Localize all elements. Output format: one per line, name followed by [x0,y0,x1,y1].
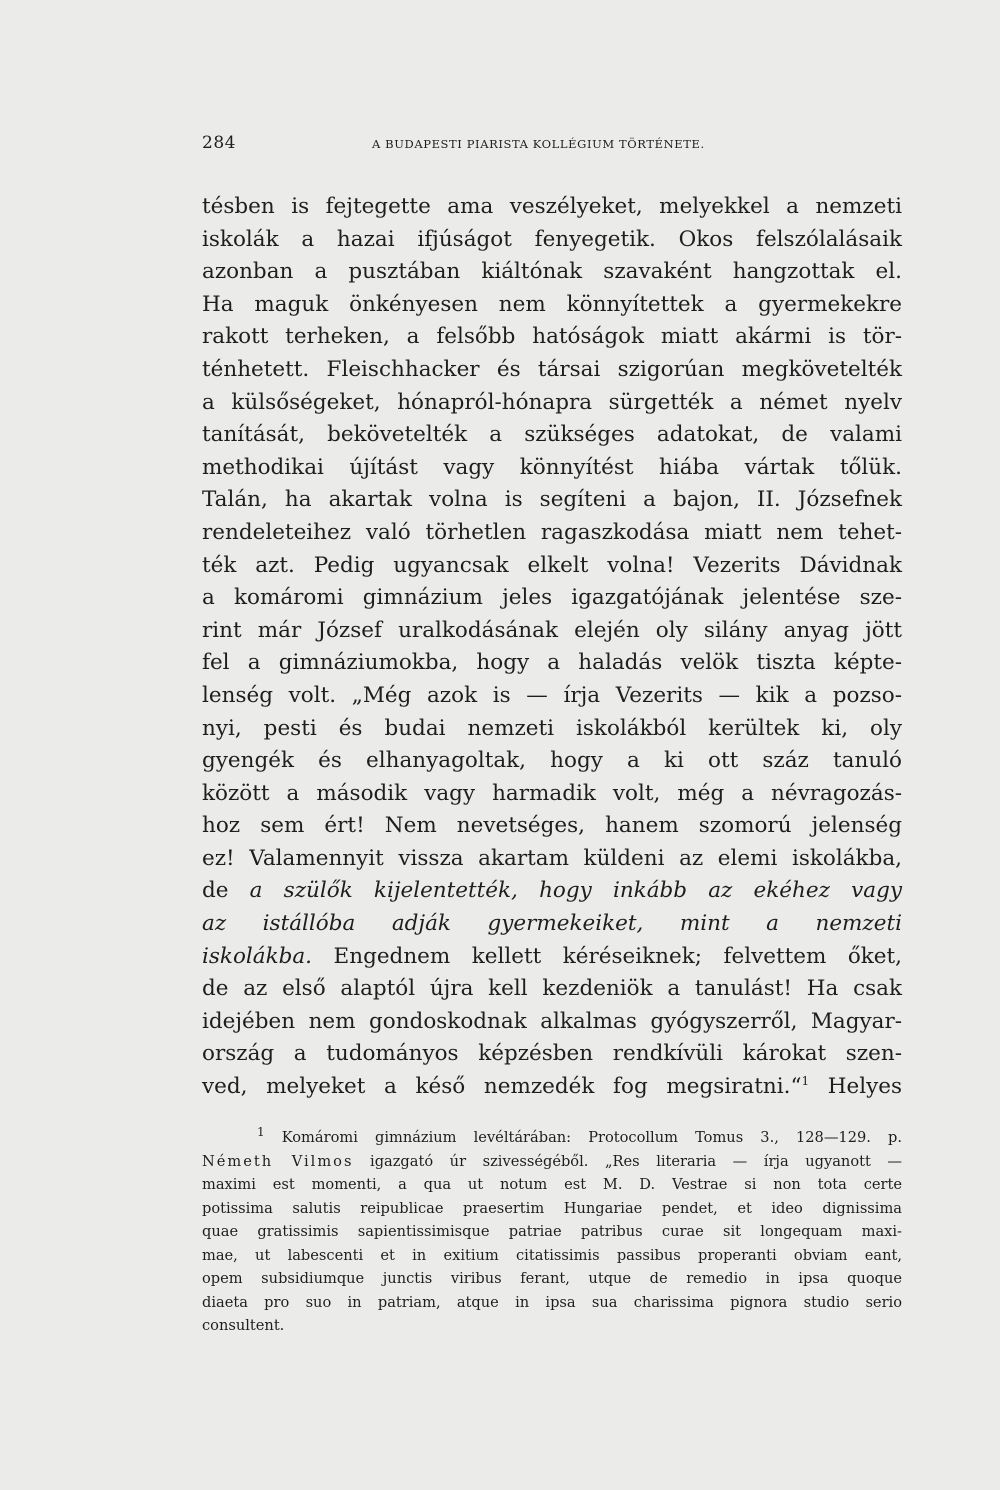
text-segment: de [202,878,250,904]
footnote-line: maximi est momenti, a qua ut notum est M. D. Vestrae si non tota certe [202,1176,902,1193]
footnote-block [202,1126,902,1338]
footnote-line: quae gratissimis sapientissimisque patriae patribus curae sit longequam maxi- [202,1223,902,1240]
text-line: tanítását, bekövetelték a szükséges adatokat, de valami [202,422,902,448]
footnote-reference: 1 [801,1073,810,1088]
text-line: azonban a pusztában kiáltónak szavaként hangzottak el. [202,259,902,285]
footnote-line: diaeta pro suo in patriam, atque in ipsa sua charissima pignora studio serio [202,1293,902,1311]
footnote-line [202,1150,902,1174]
text-segment: Komáromi gimnázium levéltárában: Protocollum Tomus 3., 128—129. p. [281,1129,903,1146]
text-line: Talán, ha akartak volna is segíteni a bajon, II. Józsefnek [202,487,902,513]
footnote-line: opem subsidiumque junctis viribus ferant, utque de remedio in ipsa quoque [202,1270,902,1287]
main-text [202,191,902,1104]
text-line: hoz sem ért! Nem nevetséges, hanem szomorú jelenség [202,813,902,839]
text-line: iskolák a hazai ifjúságot fenyegetik. Okos felszólalásaik [202,226,902,252]
italic-quote: a szülők kijelentették, hogy inkább az ekéhez vagy [249,878,902,904]
text-line: ték azt. Pedig ugyancsak elkelt volna! Vezerits Dávidnak [202,552,902,578]
text-line: tésben is fejtegette ama veszélyeket, melyekkel a nemzeti [202,194,902,219]
text-line: gyengék és elhanyagoltak, hogy a ki ott száz tanuló [202,748,902,774]
text-line: rendeleteihez való törhetlen ragaszkodása miatt nem tehet- [202,519,902,545]
spaced-name: Németh Vilmos [202,1152,354,1170]
italic-quote: az istállóba adják gyermekeiket, mint a nemzeti [202,911,902,937]
footnote-line [202,1126,902,1150]
text-segment: Helyes [809,1074,902,1100]
text-line: lenség volt. „Még azok is — írja Vezerits — kik a pozso- [202,682,902,708]
running-header [202,133,902,157]
text-line-mixed [202,941,902,974]
text-line: rint már József uralkodásának elején oly silány anyag jött [202,617,902,643]
footnote-line: mae, ut labescenti et in exitium citatissimis passibus properanti obviam eant, [202,1246,902,1264]
italic-quote: iskolákba. [202,943,313,969]
text-line: fel a gimnáziumokba, hogy a haladás velök tiszta képte- [202,650,902,676]
text-line-mixed [202,1071,902,1104]
text-line: között a második vagy harmadik volt, még a névragozás- [202,780,902,806]
text-line: rakott terheken, a felsőbb hatóságok miatt akármi is tör- [202,324,902,350]
text-line: methodikai újítást vagy könnyítést hiába vártak tőlük. [202,454,902,480]
text-line: idejében nem gondoskodnak alkalmas gyógyszerről, Magyar- [202,1008,902,1034]
text-segment: ved, melyeket a késő nemzedék fog megsiratni.“ [202,1074,802,1100]
text-line: ténhetett. Fleischhacker és társai szigorúan megkövetelték [202,356,902,382]
text-line: a komáromi gimnázium jeles igazgatójának jelentése sze- [202,585,902,611]
footnote-marker: 1 [257,1125,265,1140]
text-segment: igazgató úr szivességéből. „Res literaria — írja ugyanott — [353,1152,902,1170]
page-number: 284 [202,133,236,153]
text-line-mixed [202,908,902,941]
text-line: a külsőségeket, hónapról-hónapra sürgették a német nyelv [202,389,902,415]
text-line: ország a tudományos képzésben rendkívüli károkat szen- [202,1041,902,1067]
text-line: de az első alaptól újra kell kezdeniök a tanulást! Ha csak [202,976,902,1002]
footnote-line: consultent. [202,1317,285,1334]
text-segment: Engednem kellett kéréseiknek; felvettem őket, [312,943,902,969]
text-line: nyi, pesti és budai nemzeti iskolákból kerültek ki, oly [202,715,902,741]
text-line-mixed [202,875,902,908]
footnote-line: potissima salutis reipublicae praesertim Hungariae pendet, et ideo dignissima [202,1199,902,1217]
text-line: Ha maguk önkényesen nem könnyítettek a gyermekekre [202,291,902,317]
running-title: A BUDAPESTI PIARISTA KOLLÉGIUM TÖRTÉNETE. [372,137,705,151]
text-line: ez! Valamennyit vissza akartam küldeni az elemi iskolákba, [202,845,902,871]
